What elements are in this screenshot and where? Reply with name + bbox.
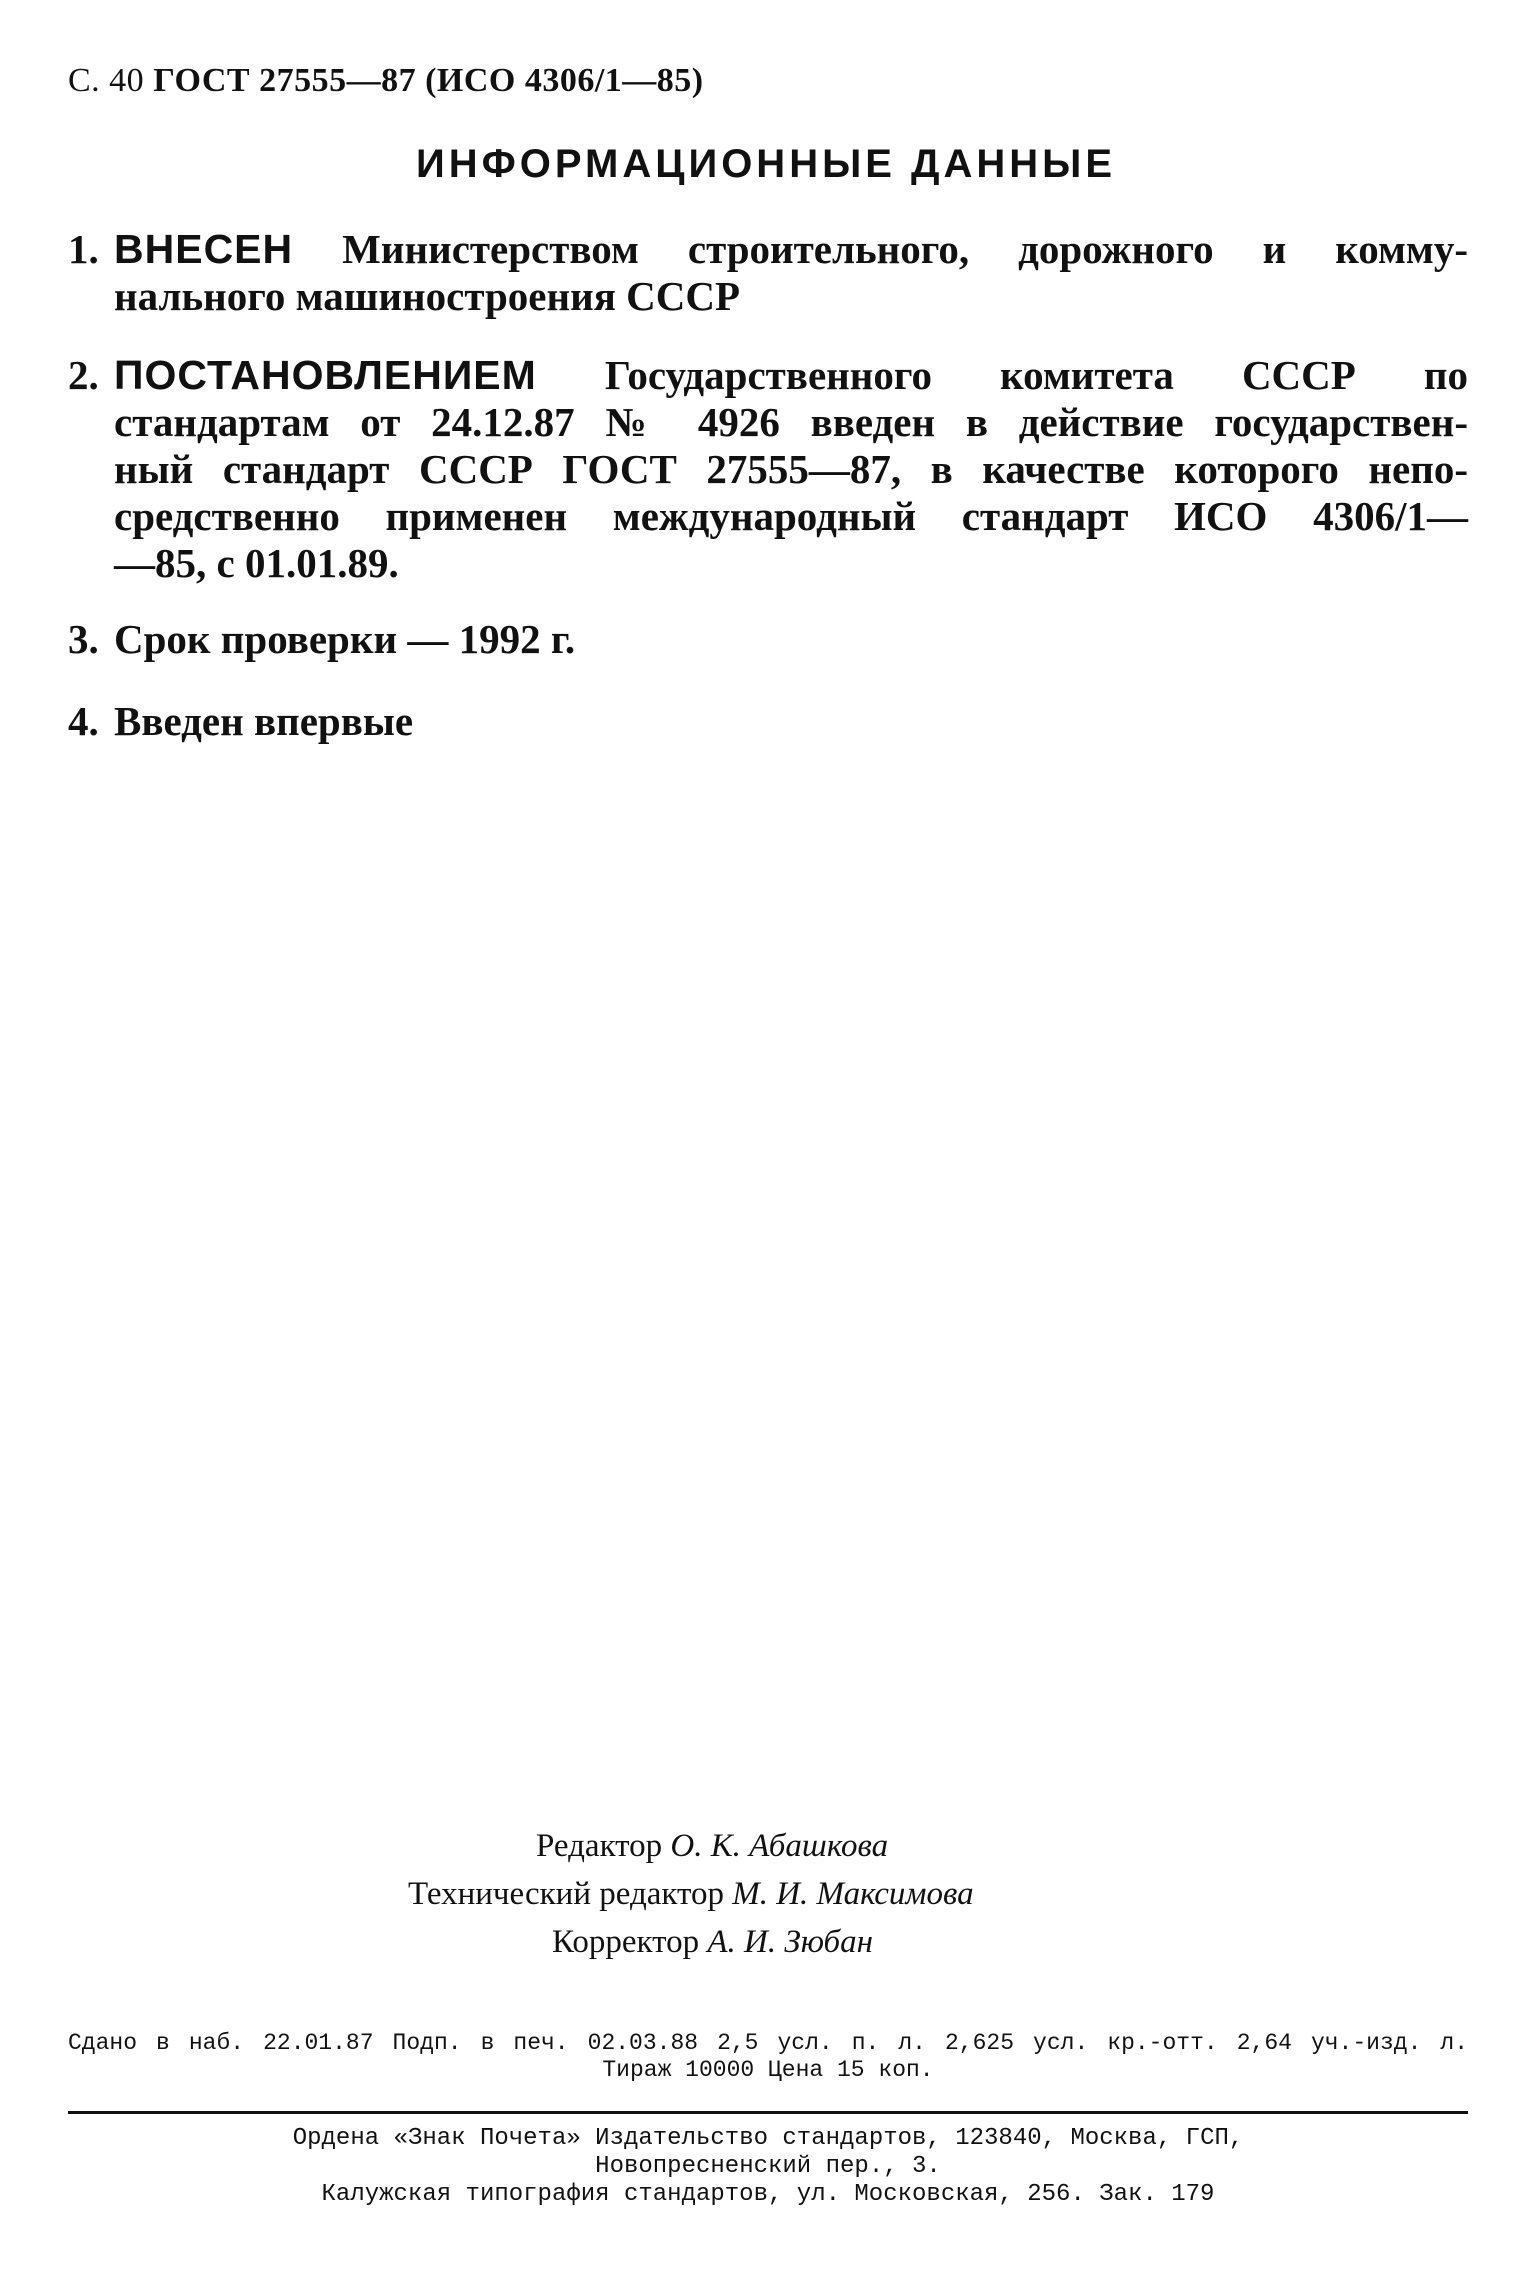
item-number: 1.	[68, 226, 99, 272]
page-header	[68, 62, 704, 100]
item-text-cont: стандартам от 24.12.87 № 4926 введен в действие государствен-	[114, 399, 1468, 445]
info-item-4	[68, 698, 1468, 745]
publisher-info	[68, 2125, 1468, 2209]
editor-row	[536, 1822, 888, 1870]
publisher-line-1: Ордена «Знак Почета» Издательство стандартов, 123840, Москва, ГСП,	[292, 2125, 1244, 2152]
tech-editor-label: Технический редактор	[408, 1876, 724, 1912]
section-title: ИНФОРМАЦИОННЫЕ ДАННЫЕ	[415, 142, 1117, 186]
corrector-name: А. И. Зюбан	[707, 1924, 873, 1960]
item-number: 3.	[68, 616, 99, 662]
editor-label: Редактор	[536, 1828, 663, 1864]
info-item-1	[68, 226, 1468, 320]
item-lead: ВНЕСЕН	[114, 226, 294, 272]
print-imprint	[68, 2030, 1468, 2084]
item-number: 2.	[68, 352, 99, 398]
item-lead: ПОСТАНОВЛЕНИЕМ	[114, 352, 537, 398]
corrector-row	[552, 1918, 873, 1966]
page-number: С. 40	[68, 62, 145, 99]
item-text-cont: —85, с 01.01.89.	[114, 540, 399, 586]
corrector-label: Корректор	[552, 1924, 700, 1960]
item-text: Министерством строительного, дорожного и комму-	[342, 226, 1468, 272]
standard-designation: ГОСТ 27555—87 (ИСО 4306/1—85)	[153, 62, 704, 99]
item-text-cont: ный стандарт СССР ГОСТ 27555—87, в качестве которого непо-	[114, 446, 1468, 492]
tech-editor-name: М. И. Максимова	[732, 1876, 974, 1912]
footer-divider	[68, 2111, 1468, 2114]
item-text: Введен впервые	[114, 698, 414, 744]
item-text: Государственного комитета СССР по	[604, 352, 1468, 398]
item-text: Срок проверки — 1992 г.	[114, 616, 576, 662]
tech-editor-row	[408, 1870, 974, 1918]
info-item-2	[68, 352, 1468, 587]
item-number: 4.	[68, 698, 99, 744]
publisher-line-2: Новопресненский пер., 3.	[595, 2153, 941, 2180]
publisher-line-3: Калужская типография стандартов, ул. Московская, 256. Зак. 179	[321, 2181, 1215, 2208]
info-item-3	[68, 616, 1468, 663]
item-text-cont: средственно применен международный стандарт ИСО 4306/1—	[114, 493, 1468, 539]
editor-name: О. К. Абашкова	[670, 1828, 889, 1864]
imprint-line-2: Тираж 10000 Цена 15 коп.	[602, 2057, 934, 2083]
item-text-cont: нального машиностроения СССР	[114, 273, 741, 319]
imprint-line-1: Сдано в наб. 22.01.87 Подп. в печ. 02.03.88 2,5 усл. п. л. 2,625 усл. кр.-отт. 2,64 уч.-изд. л.	[68, 2030, 1468, 2056]
